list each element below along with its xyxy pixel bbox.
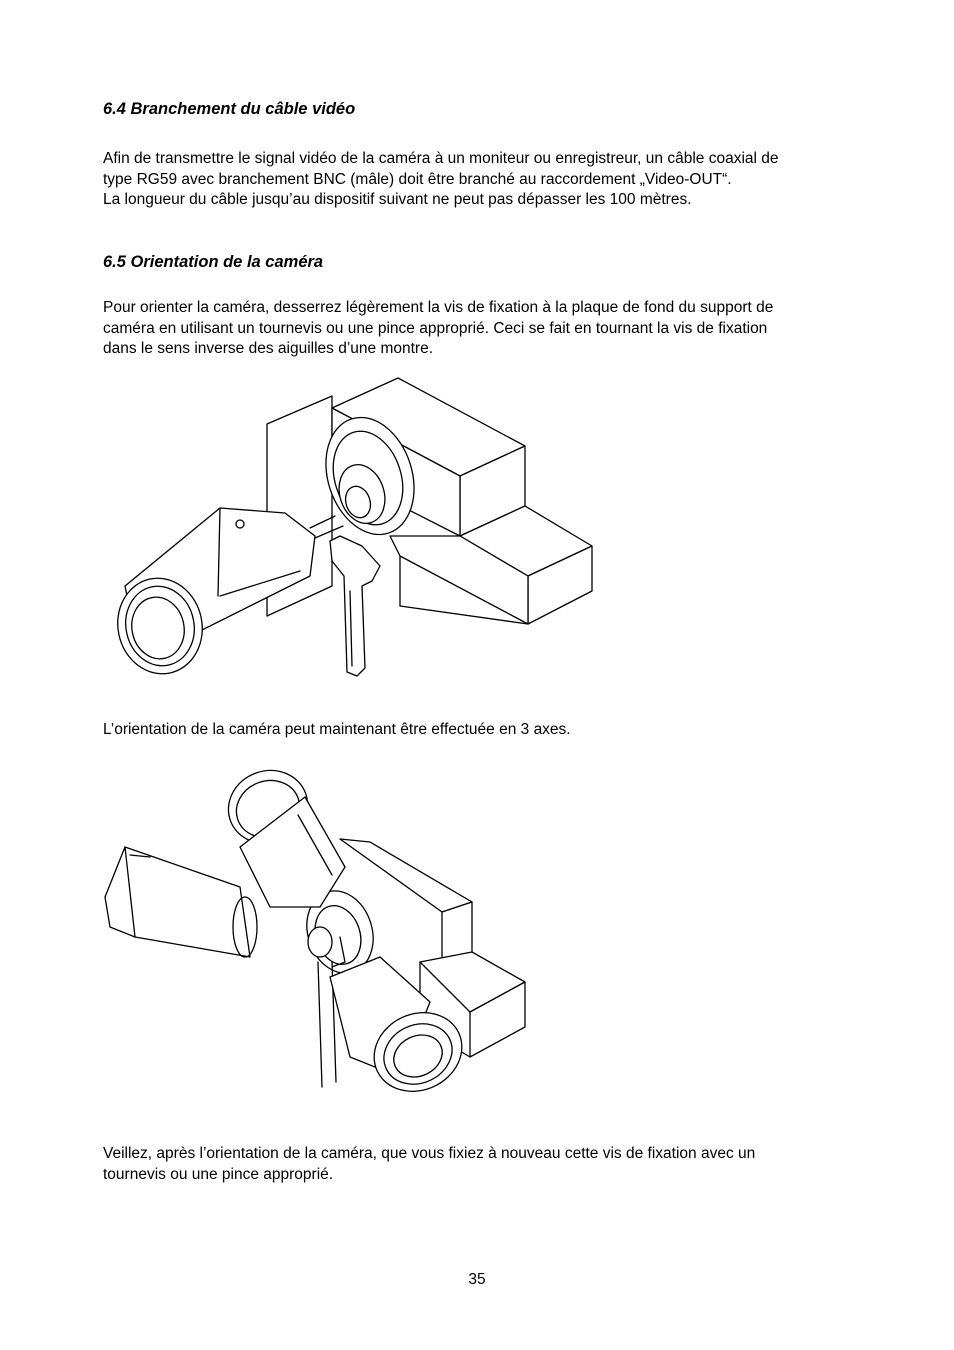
camera-three-axis-illustration [100,757,530,1097]
wrench-loosening-figure [100,376,600,682]
text-line: dans le sens inverse des aiguilles d’une montre. [103,340,433,357]
text-line: Afin de transmettre le signal vidéo de la caméra à un moniteur ou enregistreur, un câble coaxial de [103,150,779,167]
wrench-drawing [330,536,380,676]
section-6-4-heading: 6.4 Branchement du câble vidéo [103,100,356,118]
axes-text: L’orientation de la caméra peut maintenant être effectuée en 3 axes. [103,721,571,738]
final-paragraph [103,1144,883,1185]
text-line: La longueur du câble jusqu’au dispositif suivant ne peut pas dépasser les 100 mètres. [103,191,692,208]
wall-bracket-drawing [267,378,592,624]
text-line: Pour orienter la caméra, desserrez légèrement la vis de fixation à la plaque de fond du support de [103,299,774,316]
text-line: caméra en utilisant un tournevis ou une pince approprié. Ceci se fait en tournant la vis de fixation [103,319,768,337]
text-line: type RG59 avec branchement BNC (mâle) doit être branché au raccordement „Video-OUT“. [103,170,732,188]
text-line: tournevis ou une pince approprié. [103,1165,334,1183]
three-axis-figure [100,757,530,1097]
camera-top-drawing [218,759,345,907]
section-6-4-paragraph [103,149,883,211]
camera-wrench-illustration [100,376,600,682]
page-number: 35 [468,1271,486,1288]
camera-left-drawing [105,847,257,957]
section-6-5-paragraph [103,298,883,360]
section-6-5-heading: 6.5 Orientation de la caméra [103,253,324,271]
text-line: Veillez, après l’orientation de la caméra, que vous fixiez à nouveau cette vis de fixation avec un [103,1145,756,1162]
